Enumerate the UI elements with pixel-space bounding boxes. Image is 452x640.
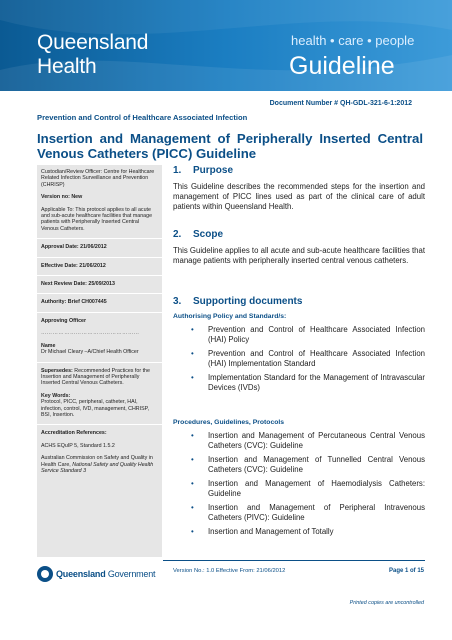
metadata-sidebar bbox=[37, 165, 162, 557]
sidebar-divider bbox=[37, 257, 162, 258]
accreditation-ref-1: ACHS EQuIP 5, Standard 1.5.2 bbox=[41, 442, 115, 449]
keywords bbox=[41, 393, 158, 419]
section-number: 2. bbox=[173, 229, 182, 240]
accreditation-ref-2-standard: National Safety and Quality Health Service Standard 3 bbox=[41, 461, 154, 474]
supersedes-label: Supersedes: bbox=[41, 367, 73, 374]
authority: Authority: Brief CH007445 bbox=[41, 299, 107, 306]
uncontrolled-notice: Printed copies are uncontrolled bbox=[349, 600, 424, 606]
document-title: Insertion and Management of Peripherally Inserted Central Venous Catheters (PICC) Guideline bbox=[37, 131, 423, 161]
supersedes bbox=[41, 368, 158, 387]
list-item bbox=[173, 373, 425, 393]
org-line-2: Health bbox=[37, 55, 97, 78]
version-info: Version No.: 1.0 Effective From: 21/06/2012 bbox=[173, 568, 286, 574]
list-item-text: Insertion and Management of Haemodialysis Catheters: Guideline bbox=[208, 479, 425, 498]
bullet-icon: • bbox=[191, 455, 194, 464]
signature-line: …………………………………………… bbox=[41, 330, 140, 337]
approving-officer-label: Approving Officer bbox=[41, 317, 87, 324]
list-item-text: Insertion and Management of Peripheral Intravenous Catheters (PIVC): Guideline bbox=[208, 503, 425, 522]
header-banner bbox=[0, 0, 452, 91]
effective-date: Effective Date: 21/06/2012 bbox=[41, 262, 106, 269]
sidebar-divider bbox=[37, 424, 162, 425]
section-heading-purpose bbox=[173, 165, 233, 176]
queensland-government-logo bbox=[37, 566, 155, 582]
list-item-text: Insertion and Management of Tunnelled Central Venous Catheters (CVC): Guideline bbox=[208, 455, 425, 474]
section-number: 1. bbox=[173, 165, 182, 176]
applicable-to: Applicable To: This protocol applies to all acute and sub-acute healthcare facilities that manage patients with Peripherally Inserted Central Venous Catheters. bbox=[41, 206, 153, 232]
keywords-value: Protocol, PICC, peripheral, catheter, HAI, infection, control, IVD, management, CHRISP, BSI, Insertion. bbox=[41, 399, 149, 418]
version-no: Version no: New bbox=[41, 194, 83, 201]
bullet-icon: • bbox=[191, 373, 194, 382]
authorising-policy-list bbox=[173, 325, 425, 393]
supersedes-value: Recommended Practices for the Insertion and Management of Peripherally Inserted Central Venous Catheters. bbox=[41, 367, 150, 387]
section-title: Scope bbox=[193, 229, 224, 240]
accreditation-ref-2 bbox=[41, 455, 158, 474]
list-item bbox=[173, 349, 425, 369]
bullet-icon: • bbox=[191, 431, 194, 440]
list-item bbox=[173, 527, 425, 537]
org-line-1: Queensland bbox=[37, 31, 149, 54]
list-item bbox=[173, 455, 425, 475]
tagline: health • care • people bbox=[291, 33, 415, 48]
bullet-icon: • bbox=[191, 349, 194, 358]
bullet-icon: • bbox=[191, 527, 194, 536]
sidebar-divider bbox=[37, 275, 162, 276]
list-item bbox=[173, 479, 425, 499]
bullet-icon: • bbox=[191, 503, 194, 512]
section-title: Purpose bbox=[193, 165, 234, 176]
sidebar-divider bbox=[37, 312, 162, 313]
custodian: Custodian/Review Officer: Centre for Healthcare Related Infection Surveillance and Prevention (CHRISP) bbox=[41, 169, 155, 188]
sidebar-divider bbox=[37, 293, 162, 294]
list-item bbox=[173, 431, 425, 451]
logo-text-bold: Queensland bbox=[56, 569, 106, 579]
section-title: Supporting documents bbox=[193, 296, 303, 307]
accreditation-label: Accreditation References: bbox=[41, 430, 107, 437]
list-item bbox=[173, 503, 425, 523]
page-number: Page 1 of 15 bbox=[388, 568, 424, 574]
document-category: Prevention and Control of Healthcare Associated Infection bbox=[37, 113, 248, 122]
approval-date: Approval Date: 21/06/2012 bbox=[41, 244, 107, 251]
name-label: Name bbox=[41, 342, 56, 349]
list-item-text: Implementation Standard for the Management of Intravascular Devices (IVDs) bbox=[208, 373, 425, 392]
procedures-list bbox=[173, 431, 425, 537]
crest-icon bbox=[37, 566, 53, 582]
list-item-text: Prevention and Control of Healthcare Associated Infection (HAI) Policy bbox=[208, 325, 425, 344]
sidebar-divider bbox=[37, 238, 162, 239]
list-item-text: Insertion and Management of Percutaneous Central Venous Catheters (CVC): Guideline bbox=[208, 431, 425, 450]
document-type-label: Guideline bbox=[289, 52, 395, 80]
organisation-name bbox=[37, 31, 148, 79]
list-item bbox=[173, 325, 425, 345]
footer-divider bbox=[163, 560, 425, 561]
section-heading-supporting-documents bbox=[173, 296, 302, 307]
subheading-authorising-policy: Authorising Policy and Standard/s: bbox=[173, 313, 287, 320]
section-heading-scope bbox=[173, 229, 223, 240]
sidebar-divider bbox=[37, 362, 162, 363]
next-review-date: Next Review Date: 25/09/2013 bbox=[41, 281, 115, 288]
list-item-text: Prevention and Control of Healthcare Associated Infection (HAI) Implementation Standard bbox=[208, 349, 425, 368]
document-number: Document Number # QH-GDL-321-6-1:2012 bbox=[269, 100, 412, 107]
keywords-label: Key Words: bbox=[41, 392, 71, 399]
bullet-icon: • bbox=[191, 325, 194, 334]
approving-officer-name bbox=[41, 343, 158, 356]
logo-text bbox=[56, 569, 155, 579]
logo-text-light: Government bbox=[105, 569, 156, 579]
bullet-icon: • bbox=[191, 479, 194, 488]
scope-text: This Guideline applies to all acute and sub-acute healthcare facilities that manage patients with peripherally inserted central venous catheters. bbox=[173, 246, 425, 265]
purpose-text: This Guideline describes the recommended steps for the insertion and management of PICC lines used as part of the clinical care of adult patients within Queensland Health. bbox=[173, 182, 425, 211]
section-number: 3. bbox=[173, 296, 182, 307]
accreditation-ref-2-text: Australian Commission on Safety and Quality in Health Care, bbox=[41, 455, 153, 468]
list-item-text: Insertion and Management of Totally bbox=[208, 527, 334, 536]
subheading-procedures: Procedures, Guidelines, Protocols bbox=[173, 419, 285, 426]
name-value: Dr Michael Cleary –A/Chief Health Officer bbox=[41, 349, 139, 356]
